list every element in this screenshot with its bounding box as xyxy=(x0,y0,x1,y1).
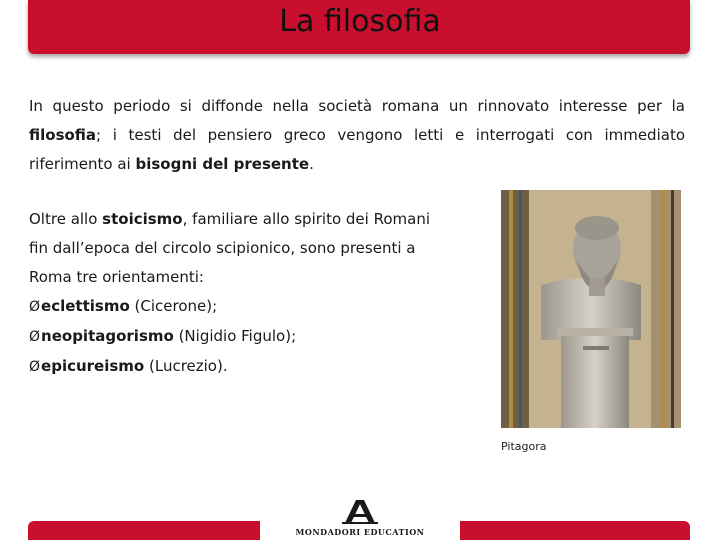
bullet-item xyxy=(29,292,449,322)
bullet-text: (Nigidio Figulo); xyxy=(173,327,297,345)
arrow-bullet-icon: Ø xyxy=(29,359,41,375)
bullet-keyword: neopitagorismo xyxy=(41,327,174,345)
body-line-3: Roma tre orientamenti: xyxy=(29,268,204,286)
intro-line-3-pre: riferimento ai xyxy=(29,155,136,173)
body-line-1 xyxy=(29,205,449,234)
body-line-1-pre: Oltre allo xyxy=(29,210,103,228)
arrow-bullet-icon: Ø xyxy=(29,329,41,345)
mondadori-logo-icon xyxy=(342,498,378,524)
intro-line-3-post: . xyxy=(309,155,314,173)
bullet-keyword: epicureismo xyxy=(41,357,145,375)
body-line-1-post: , familiare allo spirito dei Romani xyxy=(182,210,431,228)
keyword-stoicismo: stoicismo xyxy=(102,210,183,228)
arrow-bullet-icon: Ø xyxy=(29,299,41,315)
intro-line-2 xyxy=(29,121,685,150)
body-line-2: fin dall’epoca del circolo scipionico, sono presenti a xyxy=(29,239,416,257)
image-caption: Pitagora xyxy=(501,440,547,453)
keyword-filosofia: filosofia xyxy=(29,126,97,144)
bust-illustration xyxy=(501,190,681,428)
slide-title: La filosofia xyxy=(279,4,441,39)
bullet-text: (Cicerone); xyxy=(129,297,218,315)
bullet-item xyxy=(29,352,449,382)
intro-line-3 xyxy=(29,150,685,179)
intro-line-2-text: ; i testi del pensiero greco vengono letti e interrogati con immediato xyxy=(96,126,685,144)
keyword-bisogni: bisogni del presente xyxy=(135,155,310,173)
intro-line-1: In questo periodo si diffonde nella società romana un rinnovato interesse per la xyxy=(29,97,685,115)
footer-logo-text: MONDADORI EDUCATION xyxy=(295,527,425,537)
bullet-keyword: eclettismo xyxy=(41,297,130,315)
bullet-text: (Lucrezio). xyxy=(144,357,228,375)
orientamenti-paragraph xyxy=(29,205,449,382)
intro-paragraph xyxy=(29,92,685,179)
pitagora-bust-photo xyxy=(501,190,681,428)
bullet-item xyxy=(29,322,449,352)
